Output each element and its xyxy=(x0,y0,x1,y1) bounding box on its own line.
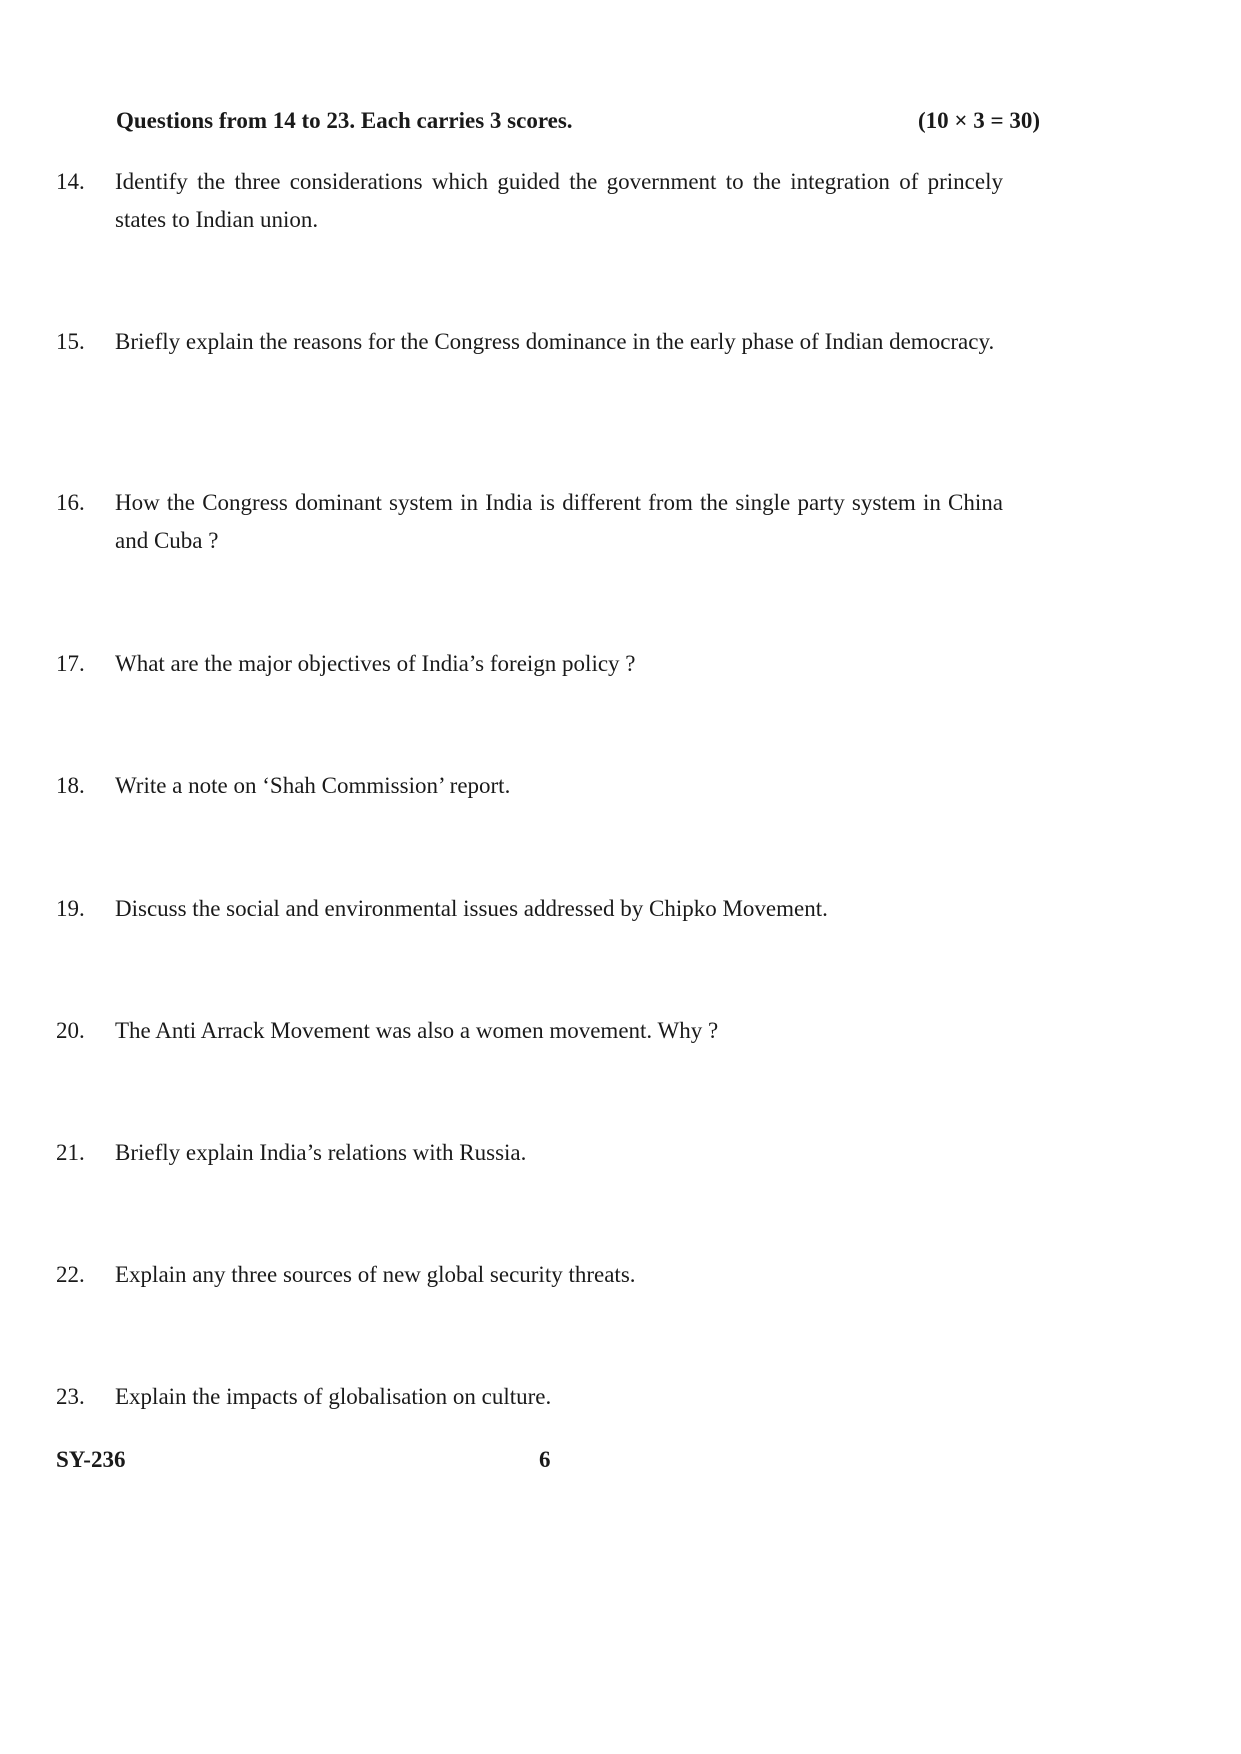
page-number: 6 xyxy=(539,1447,551,1472)
question-number: 19. xyxy=(56,896,85,921)
question-text: Explain any three sources of new global security threats. xyxy=(115,1262,636,1287)
section-instruction: Questions from 14 to 23. Each carries 3 scores. xyxy=(116,108,573,133)
question-20 xyxy=(56,1012,1006,1050)
section-marks: (10 × 3 = 30) xyxy=(917,108,1040,133)
question-text: Identify the three considerations which guided the government to the integration of princely states to Indian union. xyxy=(115,169,1003,232)
question-14 xyxy=(56,163,1006,239)
question-number: 23. xyxy=(56,1384,85,1409)
question-23 xyxy=(56,1378,1006,1416)
paper-code: SY-236 xyxy=(56,1447,126,1472)
question-number: 20. xyxy=(56,1018,85,1043)
question-text: What are the major objectives of India’s foreign policy ? xyxy=(115,651,636,676)
question-text: Briefly explain India’s relations with Russia. xyxy=(115,1140,527,1165)
question-15 xyxy=(56,323,1006,361)
question-number: 22. xyxy=(56,1262,85,1287)
question-17 xyxy=(56,645,1006,683)
question-number: 21. xyxy=(56,1140,85,1165)
question-22 xyxy=(56,1256,1006,1294)
question-number: 16. xyxy=(56,490,85,515)
question-19 xyxy=(56,890,1006,928)
question-text: Explain the impacts of globalisation on culture. xyxy=(115,1384,552,1409)
question-text: The Anti Arrack Movement was also a women movement. Why ? xyxy=(115,1018,719,1043)
question-number: 18. xyxy=(56,773,85,798)
question-text: Write a note on ‘Shah Commission’ report. xyxy=(115,773,511,798)
question-text: Discuss the social and environmental issues addressed by Chipko Movement. xyxy=(115,896,828,921)
question-text: Briefly explain the reasons for the Congress dominance in the early phase of Indian democracy. xyxy=(115,329,995,354)
question-number: 15. xyxy=(56,329,85,354)
question-16 xyxy=(56,484,1006,560)
question-number: 14. xyxy=(56,169,85,194)
question-number: 17. xyxy=(56,651,85,676)
question-18 xyxy=(56,767,1006,805)
question-21 xyxy=(56,1134,1006,1172)
question-text: How the Congress dominant system in India is different from the single party system in China and Cuba ? xyxy=(115,490,1003,553)
